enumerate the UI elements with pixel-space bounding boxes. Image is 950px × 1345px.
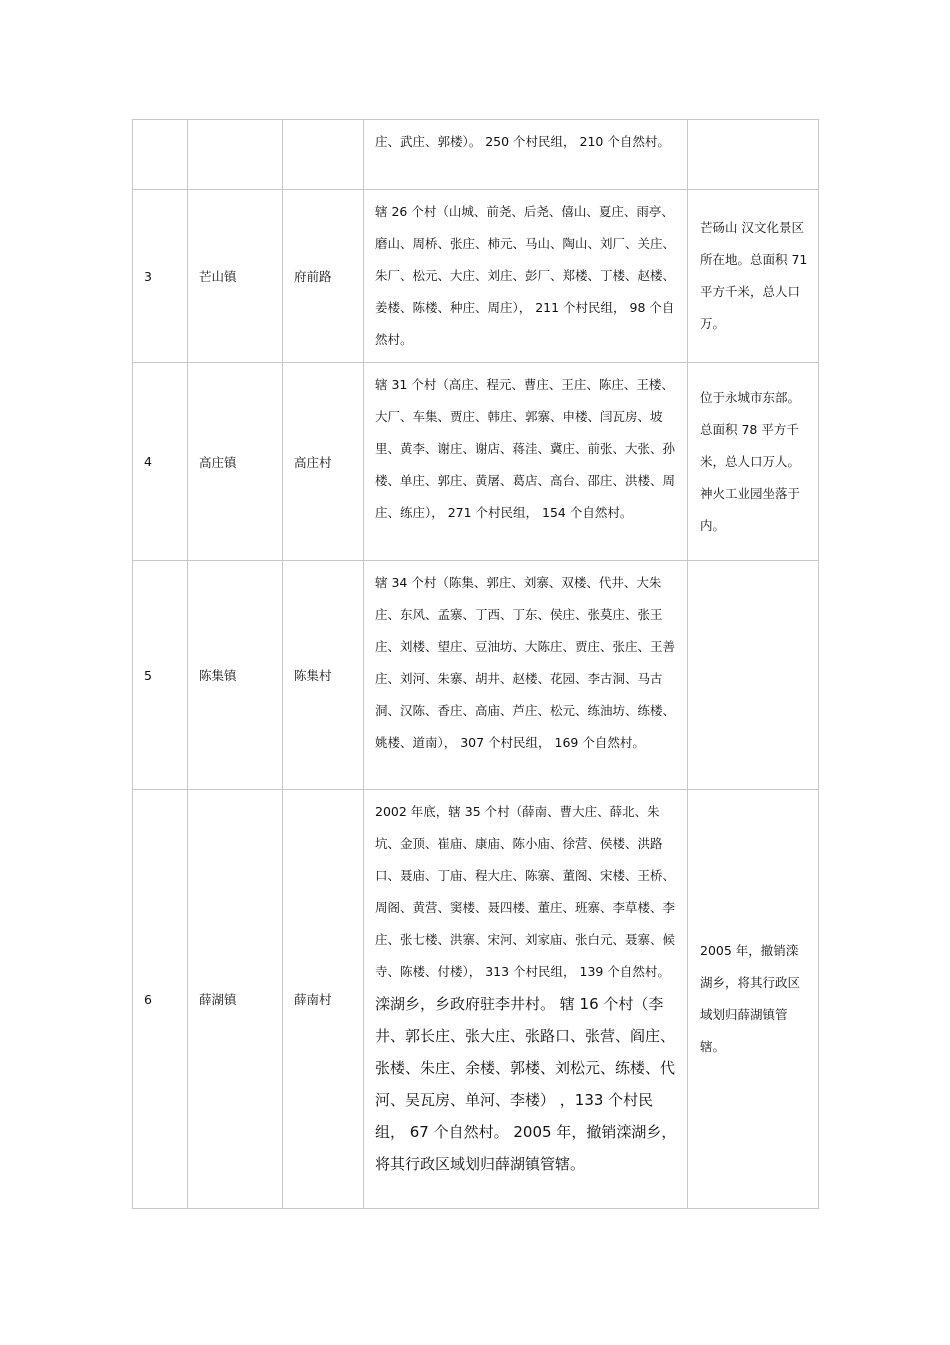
government-seat: 薛南村 — [283, 790, 364, 1209]
remarks: 位于永城市东部。总面积 78 平方千米，总人口万人。神火工业园坐落于内。 — [688, 363, 819, 561]
remarks — [688, 120, 819, 190]
government-seat — [283, 120, 364, 190]
village-description: 辖 31 个村（高庄、程元、曹庄、王庄、陈庄、王楼、大厂、车集、贾庄、韩庄、郭寨、申楼、闫瓦房、坡里、黄李、谢庄、谢店、蒋洼、冀庄、前张、大张、孙楼、单庄、郭庄、黄屠、葛店、高台、邵庄、洪楼、周庄、练庄）， 271 个村民组， 154 个自然村。 — [364, 363, 688, 561]
row-number: 3 — [133, 190, 188, 363]
row-number: 5 — [133, 561, 188, 790]
table-row — [133, 790, 819, 1209]
table-row — [133, 363, 819, 561]
remarks: 芒砀山 汉文化景区所在地。总面积 71 平方千米，总人口万。 — [688, 190, 819, 363]
table-row — [133, 120, 819, 190]
village-description: 庄、武庄、郭楼）。 250 个村民组， 210 个自然村。 — [364, 120, 688, 190]
town-name: 陈集镇 — [188, 561, 283, 790]
government-seat: 陈集村 — [283, 561, 364, 790]
remarks — [688, 561, 819, 790]
row-number — [133, 120, 188, 190]
remarks: 2005 年，撤销滦湖乡，将其行政区域划归薛湖镇管辖。 — [688, 790, 819, 1209]
row-number: 4 — [133, 363, 188, 561]
town-name: 高庄镇 — [188, 363, 283, 561]
town-name — [188, 120, 283, 190]
row-number: 6 — [133, 790, 188, 1209]
town-name: 薛湖镇 — [188, 790, 283, 1209]
village-description — [364, 790, 688, 1209]
government-seat: 府前路 — [283, 190, 364, 363]
town-name: 芒山镇 — [188, 190, 283, 363]
table-row — [133, 561, 819, 790]
government-seat: 高庄村 — [283, 363, 364, 561]
xuehu-description: 2002 年底，辖 35 个村（薛南、曹大庄、薛北、朱坑、金顶、崔庙、康庙、陈小庙、徐营、侯楼、洪路口、聂庙、丁庙、程大庄、陈寨、董阁、宋楼、王桥、周阁、黄营、窦楼、聂四楼、董庄、班寨、李草楼、李庄、张七楼、洪寨、宋河、刘家庙、张白元、聂寨、候寺、陈楼、付楼）， 313 个村民组， 139 个自然村。 — [375, 804, 676, 979]
table-row — [133, 190, 819, 363]
village-description: 辖 34 个村（陈集、郭庄、刘寨、双楼、代井、大朱庄、东风、孟寨、丁西、丁东、侯庄、张莫庄、张王庄、刘楼、望庄、豆油坊、大陈庄、贾庄、张庄、王善庄、刘河、朱寨、胡井、赵楼、花园、李古洞、马古洞、汉陈、香庄、高庙、芦庄、松元、练油坊、练楼、姚楼、道南）， 307 个村民组， 169 个自然村。 — [364, 561, 688, 790]
township-table — [132, 119, 819, 1209]
luanhu-description: 滦湖乡，乡政府驻李井村。 辖 16 个村（李井、郭长庄、张大庄、张路口、张营、阎庄、张楼、朱庄、余楼、郭楼、刘松元、练楼、代河、吴瓦房、单河、李楼） ，133 个村民组， 67 个自然村。 2005 年，撤销滦湖乡，将其行政区域划归薛湖镇管辖。 — [375, 995, 677, 1173]
village-description: 辖 26 个村（山城、前尧、后尧、僖山、夏庄、雨亭、磨山、周桥、张庄、柿元、马山、陶山、刘厂、关庄、朱厂、松元、大庄、刘庄、彭厂、郑楼、丁楼、赵楼、姜楼、陈楼、种庄、周庄）， 211 个村民组， 98 个自然村。 — [364, 190, 688, 363]
